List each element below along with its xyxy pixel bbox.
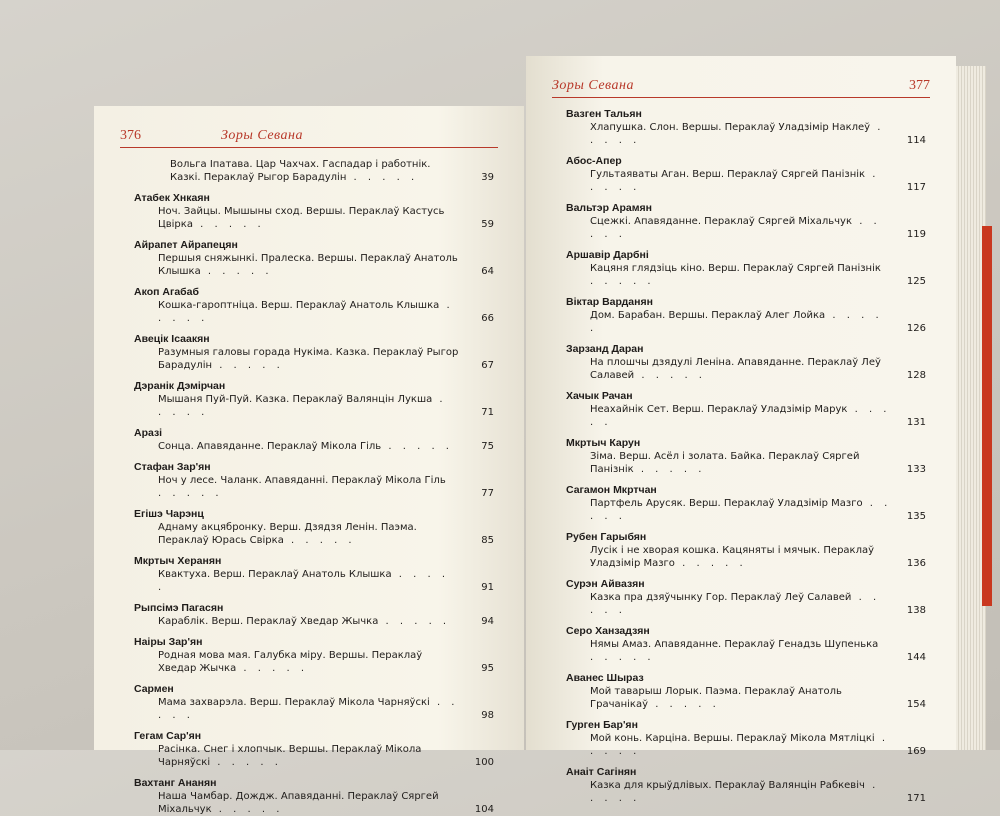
toc-work-title: Нямы Амаз. Апавяданне. Пераклаў Генадзь Шупенька: [590, 639, 879, 650]
toc-work: [556, 685, 926, 711]
toc-work: [124, 615, 494, 628]
leader-dots: . . . . .: [236, 663, 309, 674]
leader-dots: . . . . .: [283, 535, 356, 546]
toc-entry: [124, 380, 494, 419]
left-toc-list: [124, 158, 494, 816]
toc-author: Айрапет Айрапецян: [134, 239, 238, 251]
toc-author: Рыпсімэ Пагасян: [134, 602, 224, 614]
leader-dots: . . . . .: [590, 404, 891, 428]
right-page-number: 377: [909, 78, 930, 93]
toc-page-number: 131: [906, 417, 926, 428]
leader-dots: . . . . .: [158, 488, 223, 499]
toc-work: [556, 309, 926, 335]
toc-page-number: 100: [474, 757, 494, 768]
toc-work-title: Вольга Іпатава. Цар Чахчах. Гаспадар і работнік. Казкі. Пераклаў Рыгор Барадулін: [170, 159, 431, 183]
toc-entry: [124, 602, 494, 628]
toc-work: [556, 544, 926, 570]
leader-dots: . . . . .: [590, 169, 880, 193]
toc-page-number: 119: [906, 229, 926, 240]
toc-work: [124, 299, 494, 325]
toc-author: Гегам Сар'ян: [134, 730, 202, 742]
left-running-head: [120, 128, 498, 148]
leader-dots: . . . . .: [158, 300, 454, 324]
toc-author: Егішэ Чарэнц: [134, 508, 204, 520]
toc-page-number: 85: [481, 535, 494, 546]
toc-author: Серо Ханзадзян: [566, 625, 650, 637]
toc-page-number: 75: [481, 441, 494, 452]
toc-page-number: 64: [481, 266, 494, 277]
toc-entry: [124, 636, 494, 675]
open-book: [86, 26, 966, 815]
toc-author: Віктар Варданян: [566, 296, 653, 308]
toc-work: [124, 205, 494, 231]
leader-dots: . . . . .: [590, 276, 655, 287]
toc-work-title: Мой таварыш Лорык. Паэма. Пераклаў Анатоль Грачанікаў: [590, 686, 842, 710]
toc-entry: [124, 333, 494, 372]
leader-dots: . . . . .: [590, 310, 883, 334]
toc-page-number: 136: [906, 558, 926, 569]
leader-dots: . . . . .: [590, 216, 881, 240]
leader-dots: . . . . .: [590, 652, 655, 663]
toc-work-title: Наша Чамбар. Дождж. Апавяданні. Пераклаў Сяргей Міхальчук: [158, 791, 439, 815]
toc-author: Вальтэр Арамян: [566, 202, 652, 214]
toc-work-title: Аднаму акцябронку. Верш. Дзядзя Ленін. Паэма. Пераклаў Юрась Свірка: [158, 522, 417, 546]
toc-work: [556, 732, 926, 758]
toc-page-number: 128: [906, 370, 926, 381]
leader-dots: . . . . .: [212, 360, 284, 371]
leader-dots: . . . . .: [634, 370, 706, 381]
left-page-number: 376: [120, 128, 141, 143]
toc-work: [124, 568, 494, 594]
toc-work-title: Казка для крыўдлівых. Пераклаў Валянцін Рабкевіч: [590, 780, 865, 791]
toc-work: [124, 743, 494, 769]
toc-page-number: 91: [481, 582, 494, 593]
toc-work: [124, 474, 494, 500]
toc-work-title: Зіма. Верш. Асёл і золата. Байка. Пераклаў Сяргей Панізнік: [590, 451, 860, 475]
leader-dots: . . . . .: [590, 122, 885, 146]
toc-author: Сагамон Мкртчан: [566, 484, 657, 496]
toc-work-title: Гультаяваты Аган. Верш. Пераклаў Сяргей Панізнік: [590, 169, 866, 180]
toc-work: [124, 252, 494, 278]
leader-dots: . . . . .: [158, 569, 450, 593]
toc-work-title: Казка пра дзяўчынку Гор. Пераклаў Леў Салавей: [590, 592, 852, 603]
toc-entry: [556, 390, 926, 429]
leader-dots: . . . . .: [210, 757, 282, 768]
toc-page-number: 171: [906, 793, 926, 804]
toc-work-title: Ноч. Зайцы. Мышыны сход. Вершы. Пераклаў Кастусь Цвірка: [158, 206, 445, 230]
toc-work: [556, 450, 926, 476]
toc-entry: [124, 683, 494, 722]
toc-entry: [124, 239, 494, 278]
toc-work-title: Неахайнік Сет. Верш. Пераклаў Уладзімір Марук: [590, 404, 848, 415]
toc-work-title: Сонца. Апавяданне. Пераклаў Мікола Гіль: [158, 441, 382, 452]
toc-work-title: Хлапушка. Слон. Вершы. Пераклаў Уладзімір Наклеў: [590, 122, 871, 133]
toc-author: Стафан Зар'ян: [134, 461, 211, 473]
toc-page-number: 77: [481, 488, 494, 499]
toc-work: [124, 790, 494, 816]
left-running-title: Зоры Севана: [221, 128, 303, 143]
toc-work-title: Расінка. Снег і хлопчык. Вершы. Пераклаў Мікола Чарняўскі: [158, 744, 422, 768]
toc-page-number: 114: [906, 135, 926, 146]
toc-page-number: 104: [474, 804, 494, 815]
toc-author: Аразі: [134, 427, 163, 439]
toc-author: Авецік Ісаакян: [134, 333, 210, 345]
toc-page-number: 71: [481, 407, 494, 418]
toc-page-number: 135: [906, 511, 926, 522]
toc-work-title: Кошка-гароптніца. Верш. Пераклаў Анатоль Клышка: [158, 300, 440, 311]
toc-entry: [556, 249, 926, 288]
leader-dots: . . . . .: [674, 558, 747, 569]
toc-author: Сурэн Айвазян: [566, 578, 645, 590]
toc-work: [556, 262, 926, 288]
toc-page-number: 95: [481, 663, 494, 674]
toc-page-number: 98: [481, 710, 494, 721]
toc-work-title: Сцежкі. Апавяданне. Пераклаў Сяргей Міхальчук: [590, 216, 853, 227]
toc-work-title: На плошчы дзядулі Леніна. Апавяданне. Пераклаў Леў Салавей: [590, 357, 881, 381]
toc-work-title: Мама захварэла. Верш. Пераклаў Мікола Чарняўскі: [158, 697, 430, 708]
toc-work: [124, 158, 494, 184]
toc-work: [124, 696, 494, 722]
toc-work-title: Кацяня глядзіць кіно. Верш. Пераклаў Сяргей Панізнік: [590, 263, 881, 274]
toc-author: Мкртыч Херанян: [134, 555, 222, 567]
toc-author: Хачык Рачан: [566, 390, 633, 402]
toc-entry: [556, 296, 926, 335]
toc-author: Рубен Гарыбян: [566, 531, 647, 543]
toc-work: [124, 649, 494, 675]
toc-page-number: 59: [481, 219, 494, 230]
leader-dots: . . . . .: [200, 266, 273, 277]
toc-work: [556, 779, 926, 805]
toc-work: [556, 638, 926, 664]
leader-dots: . . . . .: [211, 804, 284, 815]
toc-work-title: Лусік і не хворая кошка. Кацяняты і мячык. Пераклаў Уладзімір Мазго: [590, 545, 875, 569]
toc-page-number: 39: [481, 172, 494, 183]
toc-work: [124, 346, 494, 372]
toc-entry: [556, 108, 926, 147]
toc-entry: [556, 719, 926, 758]
right-running-head: [552, 78, 930, 98]
toc-author: Атабек Хнкаян: [134, 192, 210, 204]
toc-work-title: Партфель Арусяк. Верш. Пераклаў Уладзімір Мазго: [590, 498, 863, 509]
toc-entry: [556, 343, 926, 382]
toc-entry: [124, 461, 494, 500]
toc-author: Гурген Бар'ян: [566, 719, 638, 731]
leader-dots: . . . . .: [590, 498, 892, 522]
toc-entry: [556, 672, 926, 711]
toc-author: Дэранік Дэмірчан: [134, 380, 226, 392]
toc-work-title: Ноч у лесе. Чаланк. Апавяданні. Пераклаў Мікола Гіль: [158, 475, 446, 486]
toc-entry: [556, 531, 926, 570]
toc-page-number: 138: [906, 605, 926, 616]
toc-page-number: 169: [906, 746, 926, 757]
toc-entry: [556, 202, 926, 241]
toc-author: Анаіт Сагінян: [566, 766, 637, 778]
leader-dots: . . . . .: [648, 699, 720, 710]
toc-work-title: Першыя сняжынкі. Пралеска. Вершы. Пераклаў Анатоль Клышка: [158, 253, 458, 277]
toc-author: Зарзанд Даран: [566, 343, 644, 355]
cover-edge: [982, 226, 992, 606]
toc-entry: [124, 427, 494, 453]
toc-entry: [124, 777, 494, 816]
toc-work: [124, 440, 494, 453]
toc-work: [556, 121, 926, 147]
leader-dots: . . . . .: [633, 464, 706, 475]
left-page: [94, 106, 524, 815]
leader-dots: . . . . .: [158, 394, 447, 418]
toc-author: Мкртыч Карун: [566, 437, 641, 449]
toc-entry: [556, 766, 926, 805]
toc-author: Абос-Апер: [566, 155, 622, 167]
toc-entry: [556, 578, 926, 617]
toc-page-number: 133: [906, 464, 926, 475]
toc-work-title: Дом. Барабан. Вершы. Пераклаў Алег Лойка: [590, 310, 826, 321]
toc-work: [556, 356, 926, 382]
toc-page-number: 67: [481, 360, 494, 371]
toc-entry: [556, 625, 926, 664]
toc-entry: [556, 484, 926, 523]
toc-page-number: 125: [906, 276, 926, 287]
toc-author: Аршавір Дарбні: [566, 249, 649, 261]
toc-work-title: Мой конь. Карціна. Вершы. Пераклаў Мікола Мятліцкі: [590, 733, 875, 744]
leader-dots: . . . . .: [381, 441, 453, 452]
leader-dots: . . . . .: [590, 592, 881, 616]
toc-entry: [124, 555, 494, 594]
toc-author: Аванес Шыраз: [566, 672, 644, 684]
leader-dots: . . . . .: [158, 697, 459, 721]
leader-dots: . . . . .: [590, 733, 890, 757]
toc-work: [556, 591, 926, 617]
toc-work: [124, 393, 494, 419]
toc-page-number: 144: [906, 652, 926, 663]
toc-page-number: 94: [481, 616, 494, 627]
toc-entry: [124, 286, 494, 325]
toc-page-number: 66: [481, 313, 494, 324]
toc-work-title: Квактуха. Верш. Пераклаў Анатоль Клышка: [158, 569, 392, 580]
toc-author: Акоп Агабаб: [134, 286, 199, 298]
toc-work-title: Родная мова мая. Галубка міру. Вершы. Пераклаў Хведар Жычка: [158, 650, 423, 674]
toc-entry: [124, 158, 494, 184]
toc-work-title: Разумныя галовы горада Нукіма. Казка. Пераклаў Рыгор Барадулін: [158, 347, 459, 371]
toc-author: Вахтанг Ананян: [134, 777, 217, 789]
toc-page-number: 154: [906, 699, 926, 710]
toc-work: [556, 497, 926, 523]
leader-dots: . . . . .: [590, 780, 880, 804]
toc-work: [556, 168, 926, 194]
toc-entry: [124, 192, 494, 231]
toc-author: Сармен: [134, 683, 174, 695]
toc-work: [556, 215, 926, 241]
toc-author: Вазген Тальян: [566, 108, 642, 120]
leader-dots: . . . . .: [192, 219, 265, 230]
toc-author: Наіры Зар'ян: [134, 636, 203, 648]
leader-dots: . . . . .: [346, 172, 419, 183]
toc-work-title: Мышаня Пуй-Пуй. Казка. Пераклаў Валянцін Лукша: [158, 394, 433, 405]
leader-dots: . . . . .: [378, 616, 451, 627]
toc-page-number: 126: [906, 323, 926, 334]
toc-work: [124, 521, 494, 547]
right-page: [526, 56, 956, 804]
right-running-title: Зоры Севана: [552, 78, 634, 93]
right-toc-list: [556, 108, 926, 805]
toc-entry: [124, 730, 494, 769]
toc-entry: [124, 508, 494, 547]
toc-work: [556, 403, 926, 429]
toc-page-number: 117: [906, 182, 926, 193]
toc-entry: [556, 155, 926, 194]
toc-work-title: Караблік. Верш. Пераклаў Хведар Жычка: [158, 616, 379, 627]
toc-entry: [556, 437, 926, 476]
